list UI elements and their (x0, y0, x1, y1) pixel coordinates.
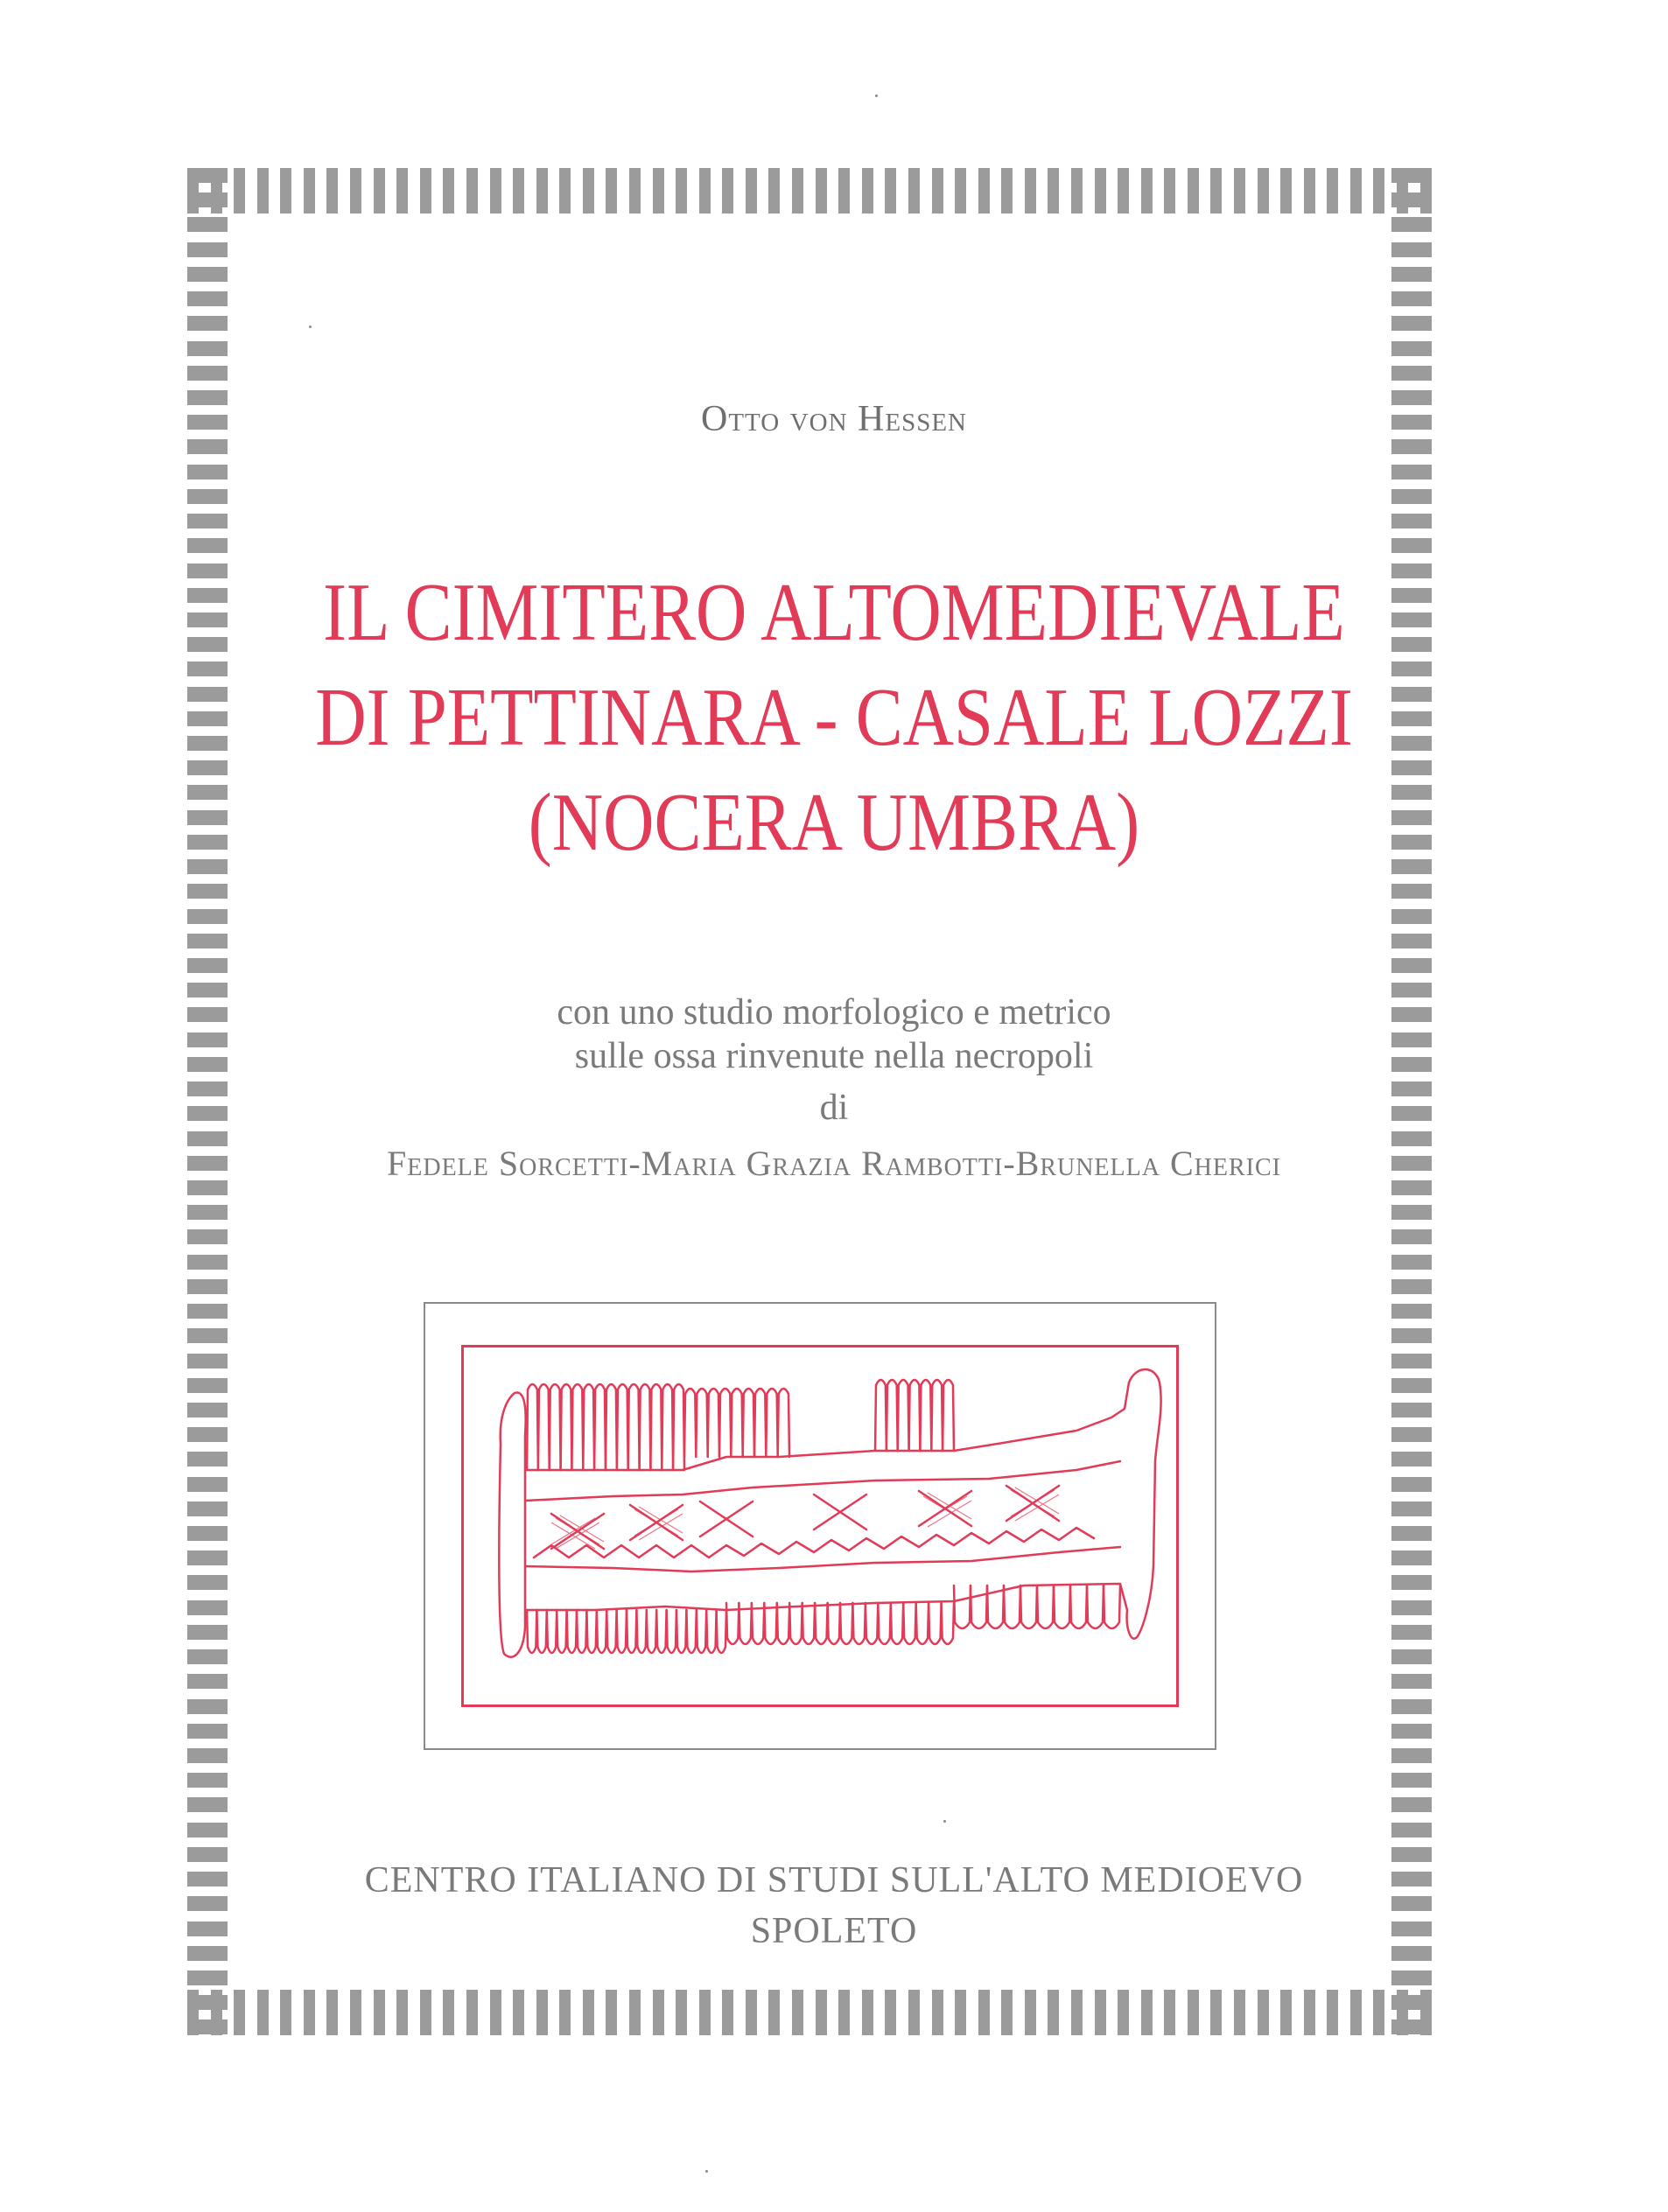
comb-tooth (667, 1610, 676, 1653)
frame-block (908, 1990, 920, 2035)
frame-block (187, 934, 228, 948)
comb-tooth (577, 1610, 586, 1653)
comb-tooth (943, 1380, 954, 1451)
frame-block (1391, 1452, 1432, 1466)
comb-tooth (597, 1610, 606, 1653)
comb-tooth (662, 1384, 673, 1470)
comb-tooth (606, 1384, 617, 1470)
frame-block (187, 489, 228, 504)
frame-block (513, 1990, 524, 2035)
frame-block (1304, 168, 1315, 214)
frame-block (1391, 1205, 1432, 1220)
comb-tooth (802, 1603, 815, 1644)
frame-block (1350, 1990, 1362, 2035)
frame-block (187, 1452, 228, 1466)
frame-block (187, 1748, 228, 1763)
frame-block (1025, 168, 1036, 214)
frame-block (187, 1674, 228, 1689)
title-line-3: (NOCERA UMBRA) (528, 777, 1140, 868)
frame-block (746, 1990, 757, 2035)
frame-block (187, 1625, 228, 1640)
comb-tooth (852, 1603, 866, 1644)
frame-block (1001, 168, 1013, 214)
comb-tooth (547, 1610, 557, 1653)
frame-block (955, 1990, 966, 2035)
comb-tooth (875, 1380, 887, 1451)
frame-block (1391, 514, 1432, 528)
comb-tooth (636, 1610, 646, 1653)
frame-block (326, 168, 338, 214)
frame-block (234, 168, 245, 214)
decorative-frame-bottom (187, 1990, 1432, 2035)
frame-block (1141, 168, 1153, 214)
frame-block (187, 1600, 228, 1615)
frame-block (443, 1990, 454, 2035)
comb-tooth (719, 1389, 731, 1457)
frame-block (653, 168, 664, 214)
frame-block (1391, 1823, 1432, 1838)
frame-block (1391, 1995, 1432, 2010)
comb-tooth (954, 1586, 971, 1628)
comb-tooth (971, 1586, 987, 1628)
comb-tooth (1020, 1586, 1037, 1628)
coauthors: Fedele Sorcetti-Maria Grazia Rambotti-Brunella Cherici (387, 1144, 1281, 1183)
frame-block (1048, 168, 1059, 214)
comb-tooth (778, 1389, 789, 1457)
frame-block (1234, 168, 1245, 214)
comb-tooth (640, 1384, 651, 1470)
frame-block (559, 1990, 571, 2035)
frame-block (746, 168, 757, 214)
comb-tooth (789, 1603, 802, 1644)
frame-block (1391, 538, 1432, 553)
frame-block (187, 760, 228, 775)
frame-block (1391, 1674, 1432, 1689)
frame-block (1304, 1990, 1315, 2035)
frame-block (978, 1990, 990, 2035)
frame-block (722, 168, 733, 214)
frame-block (187, 514, 228, 528)
frame-block (1001, 1990, 1013, 2035)
comb-tooth (676, 1610, 686, 1653)
comb-tooth (708, 1389, 719, 1457)
frame-block (187, 1378, 228, 1393)
author-name: Otto von Hessen (701, 399, 967, 439)
comb-tooth (828, 1603, 840, 1644)
frame-block (978, 168, 990, 214)
dust-speck (309, 326, 312, 328)
comb-tooth (527, 1610, 536, 1653)
subtitle-line-2: sulle ossa rinvenute nella necropoli (574, 1036, 1094, 1076)
frame-block (1391, 1229, 1432, 1244)
comb-tooth (916, 1603, 929, 1644)
comb-tooth (766, 1389, 777, 1457)
frame-block (1210, 168, 1222, 214)
frame-block (1280, 168, 1292, 214)
frame-block (1118, 1990, 1129, 2035)
comb-illustration (464, 1348, 1176, 1704)
comb-tooth (878, 1603, 891, 1644)
frame-block (699, 1990, 711, 2035)
comb-tooth (673, 1384, 684, 1470)
frame-block (1391, 1649, 1432, 1664)
comb-tooth (697, 1610, 706, 1653)
frame-block (1391, 217, 1432, 232)
frame-block (187, 439, 228, 454)
frame-block (932, 168, 943, 214)
comb-tooth (650, 1384, 662, 1470)
frame-block (559, 168, 571, 214)
frame-block (676, 168, 687, 214)
comb-tooth (684, 1389, 696, 1457)
comb-tooth (731, 1389, 742, 1457)
comb-tooth (887, 1380, 898, 1451)
frame-block (862, 1990, 873, 2035)
frame-block (187, 1403, 228, 1418)
comb-tooth (777, 1603, 789, 1644)
comb-tooth (606, 1610, 616, 1653)
frame-block (187, 291, 228, 306)
frame-block (1048, 1990, 1059, 2035)
frame-block (187, 1427, 228, 1442)
comb-tooth (1104, 1586, 1120, 1628)
frame-block (816, 168, 827, 214)
frame-block (187, 1773, 228, 1788)
frame-block (1391, 1255, 1432, 1270)
frame-block (350, 1990, 361, 2035)
comb-tooth (538, 1384, 550, 1470)
publisher-city: SPOLETO (750, 1911, 918, 1951)
frame-block (1391, 489, 1432, 504)
subtitle-line-1: con uno studio morfologico e metrico (557, 992, 1111, 1032)
frame-block (1391, 1328, 1432, 1343)
comb-tooth (628, 1384, 640, 1470)
frame-block (396, 1990, 408, 2035)
frame-block (1391, 1748, 1432, 1763)
frame-block (1391, 958, 1432, 973)
frame-block (1164, 1990, 1175, 2035)
frame-block (629, 1990, 641, 2035)
frame-block (583, 168, 594, 214)
frame-block (187, 1649, 228, 1664)
frame-block (304, 1990, 315, 2035)
frame-block (862, 168, 873, 214)
dust-speck (875, 94, 878, 97)
frame-block (187, 1995, 228, 2010)
comb-tooth (866, 1603, 878, 1644)
frame-block (699, 168, 711, 214)
comb-tooth (754, 1389, 766, 1457)
frame-block (885, 1990, 896, 2035)
frame-block (1071, 1990, 1083, 2035)
frame-block (792, 168, 803, 214)
comb-tooth (567, 1610, 577, 1653)
frame-block (374, 1990, 385, 2035)
frame-block (1391, 1427, 1432, 1442)
frame-block (1391, 884, 1432, 899)
frame-block (187, 1229, 228, 1244)
comb-tooth (764, 1603, 777, 1644)
comb-tooth (743, 1389, 754, 1457)
frame-block (1118, 168, 1129, 214)
frame-block (1391, 760, 1432, 775)
frame-block (606, 1990, 617, 2035)
frame-block (1391, 1354, 1432, 1368)
comb-tooth (571, 1384, 583, 1470)
frame-block (1373, 168, 1384, 214)
frame-block (1391, 291, 1432, 306)
frame-block (280, 1990, 291, 2035)
title-line-2: DI PETTINARA - CASALE LOZZI (315, 672, 1353, 763)
frame-block (536, 1990, 548, 2035)
frame-block (374, 168, 385, 214)
title-line-1: IL CIMITERO ALTOMEDIEVALE (323, 567, 1345, 658)
frame-block (1391, 909, 1432, 924)
frame-block (490, 1990, 501, 2035)
frame-block (1210, 1990, 1222, 2035)
frame-block (280, 168, 291, 214)
frame-block (1188, 168, 1199, 214)
frame-block (513, 168, 524, 214)
comb-tooth (536, 1610, 546, 1653)
frame-block (187, 217, 228, 232)
frame-block (187, 884, 228, 899)
subtitle-line-3: di (819, 1088, 849, 1128)
comb-tooth (1070, 1586, 1087, 1628)
frame-block (1391, 1279, 1432, 1294)
comb-tooth (627, 1610, 636, 1653)
frame-block (187, 958, 228, 973)
frame-block (1071, 168, 1083, 214)
frame-block (187, 316, 228, 331)
frame-block (1391, 1526, 1432, 1541)
comb-tooth (931, 1380, 943, 1451)
comb-tooth (586, 1610, 596, 1653)
frame-block (536, 168, 548, 214)
frame-block (583, 1990, 594, 2035)
frame-block (396, 168, 408, 214)
frame-block (1391, 1403, 1432, 1418)
frame-block (1373, 1990, 1384, 2035)
frame-block (1258, 1990, 1269, 2035)
frame-block (187, 1526, 228, 1541)
comb-tooth (815, 1603, 828, 1644)
frame-block (326, 1990, 338, 2035)
comb-tooth (717, 1610, 726, 1653)
frame-block (1391, 1378, 1432, 1393)
frame-block (816, 1990, 827, 2035)
frame-block (187, 341, 228, 356)
frame-block (1280, 1990, 1292, 2035)
frame-block (1391, 934, 1432, 948)
comb-tooth (929, 1603, 942, 1644)
comb-tooth (647, 1610, 656, 1653)
frame-block (1391, 1550, 1432, 1565)
decorative-frame-top (187, 168, 1432, 214)
frame-block (1391, 341, 1432, 356)
frame-block (1350, 168, 1362, 214)
comb-tooth (1004, 1586, 1020, 1628)
frame-block (350, 168, 361, 214)
frame-block (1391, 1477, 1432, 1492)
frame-block (1391, 316, 1432, 331)
frame-block (187, 1823, 228, 1838)
comb-tooth (696, 1389, 707, 1457)
frame-block (1391, 1797, 1432, 1812)
frame-block (1391, 2020, 1432, 2034)
frame-block (257, 1990, 269, 2035)
frame-block (1025, 1990, 1036, 2035)
frame-block (1164, 168, 1175, 214)
comb-tooth (550, 1384, 561, 1470)
frame-block (420, 1990, 431, 2035)
comb-tooth (903, 1603, 916, 1644)
comb-tooth (1054, 1586, 1070, 1628)
frame-block (187, 1970, 228, 1985)
frame-block (187, 1502, 228, 1516)
frame-block (955, 168, 966, 214)
frame-block (722, 1990, 733, 2035)
comb-tooth (920, 1380, 931, 1451)
frame-block (1391, 1304, 1432, 1319)
publisher-name: CENTRO ITALIANO DI STUDI SULL'ALTO MEDIOEVO (364, 1860, 1304, 1900)
comb-tooth (583, 1384, 594, 1470)
comb-tooth (898, 1380, 909, 1451)
frame-block (1391, 1625, 1432, 1640)
frame-block (187, 909, 228, 924)
comb-tooth (594, 1384, 606, 1470)
frame-block (187, 2020, 228, 2034)
frame-block (1391, 1773, 1432, 1788)
frame-block (187, 1477, 228, 1492)
comb-tooth (617, 1384, 628, 1470)
frame-block (187, 1575, 228, 1590)
frame-block (1391, 439, 1432, 454)
frame-block (187, 242, 228, 257)
frame-block (257, 168, 269, 214)
frame-block (1327, 1990, 1338, 2035)
dust-speck (705, 2170, 708, 2173)
frame-block (187, 1328, 228, 1343)
comb-tooth (656, 1610, 666, 1653)
frame-block (1234, 1990, 1245, 2035)
frame-block (1391, 1724, 1432, 1739)
frame-block (187, 1550, 228, 1565)
comb-tooth (1087, 1586, 1104, 1628)
frame-block (187, 192, 228, 207)
frame-block (1188, 1990, 1199, 2035)
frame-block (187, 1724, 228, 1739)
frame-block (187, 1279, 228, 1294)
frame-block (187, 366, 228, 381)
frame-block (1391, 168, 1432, 183)
frame-block (466, 1990, 478, 2035)
frame-block (629, 168, 641, 214)
frame-block (885, 168, 896, 214)
comb-tooth (891, 1603, 903, 1644)
frame-block (1327, 168, 1338, 214)
frame-block (676, 1990, 687, 2035)
frame-block (443, 168, 454, 214)
comb-tooth (840, 1603, 852, 1644)
frame-block (1391, 1970, 1432, 1985)
frame-block (1391, 1502, 1432, 1516)
frame-block (1391, 1575, 1432, 1590)
frame-block (1391, 192, 1432, 207)
frame-block (1391, 465, 1432, 480)
frame-block (187, 1304, 228, 1319)
comb-tooth (527, 1384, 538, 1470)
frame-block (187, 1699, 228, 1714)
comb-tooth (561, 1384, 572, 1470)
dust-speck (943, 1820, 946, 1823)
frame-block (606, 168, 617, 214)
frame-block (1141, 1990, 1153, 2035)
frame-block (304, 168, 315, 214)
frame-block (1095, 168, 1106, 214)
frame-block (187, 267, 228, 282)
frame-block (768, 1990, 780, 2035)
frame-block (187, 168, 228, 183)
comb-tooth (706, 1610, 716, 1653)
frame-block (490, 168, 501, 214)
comb-tooth (686, 1610, 696, 1653)
frame-block (187, 465, 228, 480)
comb-tooth (942, 1603, 954, 1644)
frame-block (1391, 1699, 1432, 1714)
frame-block (187, 1255, 228, 1270)
comb-tooth (909, 1380, 921, 1451)
frame-block (466, 168, 478, 214)
frame-block (234, 1990, 245, 2035)
frame-block (1391, 366, 1432, 381)
frame-block (653, 1990, 664, 2035)
frame-block (187, 1797, 228, 1812)
frame-block (1095, 1990, 1106, 2035)
frame-block (187, 1354, 228, 1368)
frame-block (1391, 267, 1432, 282)
frame-block (838, 168, 850, 214)
frame-block (1258, 168, 1269, 214)
frame-block (187, 538, 228, 553)
frame-block (1391, 1600, 1432, 1615)
comb-tooth (617, 1610, 627, 1653)
comb-tooth (557, 1610, 566, 1653)
frame-block (420, 168, 431, 214)
frame-block (768, 168, 780, 214)
frame-block (908, 168, 920, 214)
frame-block (792, 1990, 803, 2035)
comb-tooth (1037, 1586, 1054, 1628)
frame-block (932, 1990, 943, 2035)
frame-block (1391, 242, 1432, 257)
frame-block (187, 1205, 228, 1220)
frame-block (838, 1990, 850, 2035)
